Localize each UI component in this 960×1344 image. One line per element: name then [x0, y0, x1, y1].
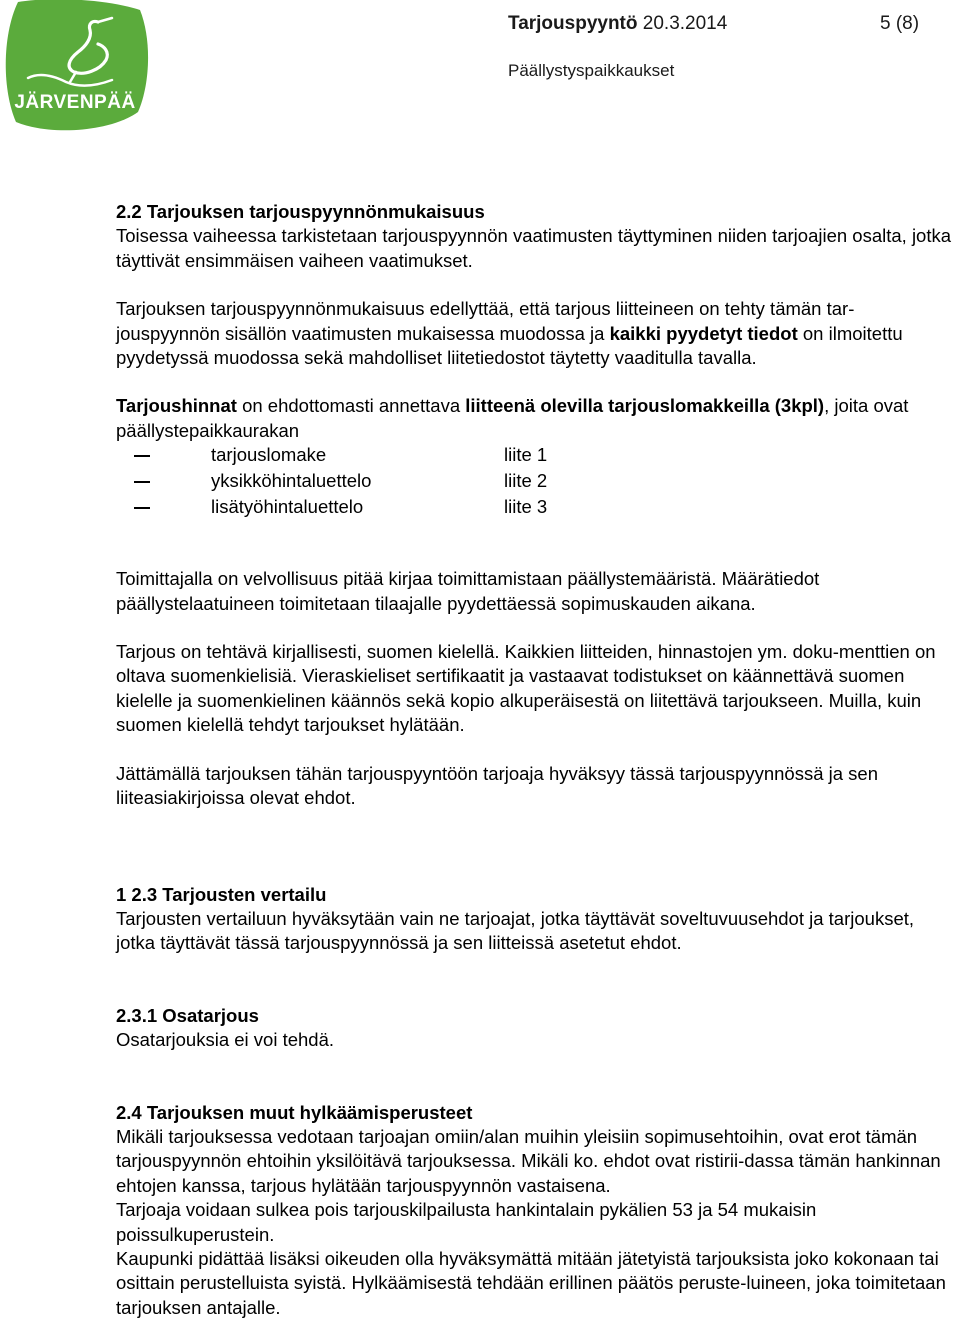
paragraph: Kaupunki pidättää lisäksi oikeuden olla hyväksymättä mitään jätetyistä tarjouksista joko kokonaan tai osittain perustelluista syistä. Hylkäämisestä tehdään erillinen päätös peruste-luineen, joka toimitetaan tarjouksen antajalle.	[116, 1247, 946, 1318]
page-number: 5 (8)	[880, 13, 920, 34]
attachment-list	[116, 443, 952, 521]
document-title: Tarjouspyyntö 20.3.2014	[508, 13, 728, 34]
jarvenpaa-logo	[0, 0, 150, 135]
document-date: 20.3.2014	[642, 13, 728, 34]
paragraph: Toimittajalla on velvollisuus pitää kirjaa toimittamistaan päällystemääristä. Määrätiedot päällystelaatuineen toimitetaan tilaajalle pyydettäessä sopimuskauden aikana.	[116, 568, 820, 614]
list-item: lisätyöhintaluettelo liite 3	[116, 495, 952, 521]
paragraph: Tarjoaja voidaan sulkea pois tarjouskilpailusta hankintalain pykälien 53 ja 54 mukaisin poissulkuperustein.	[116, 1199, 817, 1245]
heading-2-2: 2.2 Tarjouksen tarjouspyynnönmukaisuus	[116, 201, 485, 222]
paragraph: Tarjous on tehtävä kirjallisesti, suomen kielellä. Kaikkien liitteiden, hinnastojen ym. doku-menttien on oltava suomenkielisiä. Vieraskieliset sertifikaatit ja vastaavat todistukset on käännettävä suomen kielelle ja suomenkielinen käännös sekä kopio alkuperäisestä on liitettävä tarjoukseen. Muilla, kuin suomen kielellä tehdyt tarjoukset hylätään.	[116, 641, 936, 736]
list-item: tarjouslomake liite 1	[116, 443, 952, 469]
heading-2-4: 2.4 Tarjouksen muut hylkäämisperusteet	[116, 1101, 473, 1123]
document-body	[116, 200, 952, 1320]
heading-2-3: 1 2.3 Tarjousten vertailu	[116, 883, 327, 905]
paragraph: Mikäli tarjouksessa vedotaan tarjoajan omiin/alan muihin yleisiin sopimusehtoihin, ovat erot tämän tarjouspyynnön ehtoihin yksilöitävä tarjouksessa. Mikäli ko. ehdot ovat ristirii-dassa tämän hankinnan ehtojen kanssa, tarjous hylätään tarjouspyynnön vastaisena.	[116, 1125, 941, 1196]
paragraph: Toisessa vaiheessa tarkistetaan tarjouspyynnön vaatimusten täyttyminen niiden tarjoajien osalta, jotka täyttivät ensimmäisen vaiheen vaatimukset.	[116, 225, 952, 271]
svg-text:JÄRVENPÄÄ: JÄRVENPÄÄ	[14, 92, 136, 113]
paragraph: Tarjousten vertailuun hyväksytään vain ne tarjoajat, jotka täyttävät soveltuvuusehdot ja tarjoukset, jotka täyttävät tässä tarjouspyynnössä ja sen liitteissä asetetut ehdot.	[116, 907, 915, 954]
dash-icon	[134, 481, 150, 482]
paragraph: Tarjoushinnat on ehdottomasti annettava liitteenä olevilla tarjouslomakkeilla (3kpl), joita ovat päällystepaikkaurakan	[116, 395, 909, 441]
paragraph: Osatarjouksia ei voi tehdä.	[116, 1029, 335, 1051]
paragraph: Jättämällä tarjouksen tähän tarjouspyyntöön tarjoaja hyväksyy tässä tarjouspyynnössä ja sen liiteasiakirjoissa olevat ehdot.	[116, 762, 879, 809]
heading-2-3-1: 2.3.1 Osatarjous	[116, 1004, 259, 1026]
list-item: yksikköhintaluettelo liite 2	[116, 469, 952, 495]
dash-icon	[134, 507, 150, 508]
dash-icon	[134, 455, 150, 456]
document-subtitle: Päällystyspaikkaukset	[508, 61, 675, 80]
paragraph: Tarjouksen tarjouspyynnönmukaisuus edellyttää, että tarjous liitteineen on tehty tämän tar-jouspyynnön sisällön vaatimusten mukaisessa muodossa ja kaikki pyydetyt tiedot on ilmoitettu pyydetyssä muodossa sekä mahdolliset liitetiedostot täytetty vaaditulla tavalla.	[116, 298, 903, 369]
